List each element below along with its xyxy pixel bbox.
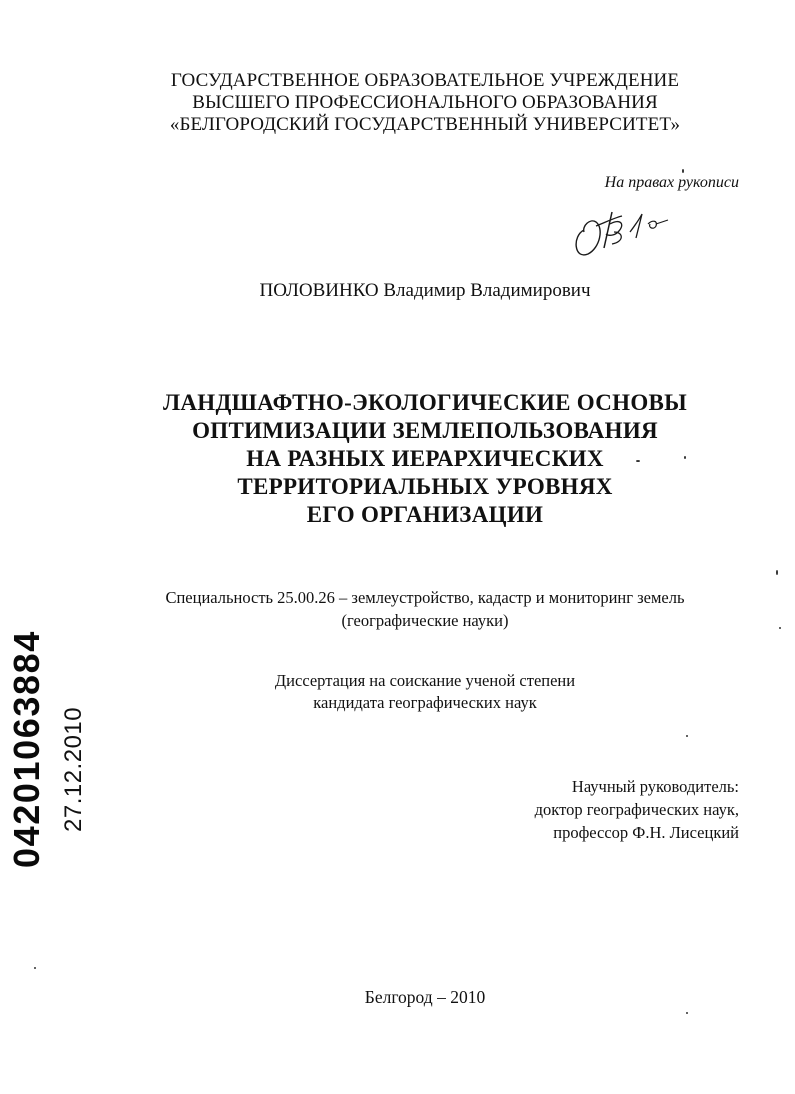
- scan-speck: [686, 735, 688, 737]
- scan-speck: [779, 627, 781, 629]
- scan-speck: [776, 570, 778, 575]
- advisor-line-2: доктор географических наук,: [534, 800, 739, 819]
- degree-line-1: Диссертация на соискание ученой степени: [274, 671, 576, 690]
- advisor-line-1: Научный руководитель:: [571, 777, 739, 796]
- manuscript-rights-note: На правах рукописи: [604, 174, 739, 191]
- title-line-5: ЕГО ОРГАНИЗАЦИИ: [306, 502, 544, 527]
- place-and-year: Белгород – 2010: [364, 987, 486, 1007]
- dissertation-title: [70, 389, 780, 529]
- specialty-line-2: (географические науки): [341, 611, 509, 630]
- author-name: ПОЛОВИНКО Владимир Владимирович: [259, 280, 591, 301]
- institution-line-3: «БЕЛГОРОДСКИЙ ГОСУДАРСТВЕННЫЙ УНИВЕРСИТЕТ»: [169, 114, 681, 135]
- handwritten-signature: [570, 202, 680, 264]
- library-stamp-date: 27.12.2010: [60, 706, 87, 832]
- scan-speck: [684, 456, 686, 459]
- scan-speck: [686, 1012, 688, 1014]
- institution-line-2: ВЫСШЕГО ПРОФЕССИОНАЛЬНОГО ОБРАЗОВАНИЯ: [192, 92, 658, 113]
- scan-speck: [636, 460, 640, 462]
- degree-statement: [150, 670, 700, 714]
- institution-line-1: ГОСУДАРСТВЕННОЕ ОБРАЗОВАТЕЛЬНОЕ УЧРЕЖДЕНИЕ: [170, 70, 680, 91]
- title-line-1: ЛАНДШАФТНО-ЭКОЛОГИЧЕСКИЕ ОСНОВЫ: [162, 390, 688, 415]
- title-line-2: ОПТИМИЗАЦИИ ЗЕМЛЕПОЛЬЗОВАНИЯ: [192, 418, 658, 443]
- specialty-line-1: Специальность 25.00.26 – землеустройство, кадастр и мониторинг земель: [165, 588, 685, 607]
- title-line-3: НА РАЗНЫХ ИЕРАРХИЧЕСКИХ: [246, 446, 604, 471]
- institution-header: [100, 70, 750, 136]
- title-line-4: ТЕРРИТОРИАЛЬНЫХ УРОВНЯХ: [237, 474, 613, 499]
- library-stamp-code: 04201063884: [6, 630, 47, 868]
- advisor-line-3: профессор Ф.Н. Лисецкий: [553, 823, 739, 842]
- scientific-advisor: [535, 775, 739, 844]
- scan-speck: [34, 967, 36, 969]
- degree-line-2: кандидата географических наук: [313, 693, 537, 712]
- specialty: [90, 586, 760, 632]
- scan-speck: [682, 169, 684, 173]
